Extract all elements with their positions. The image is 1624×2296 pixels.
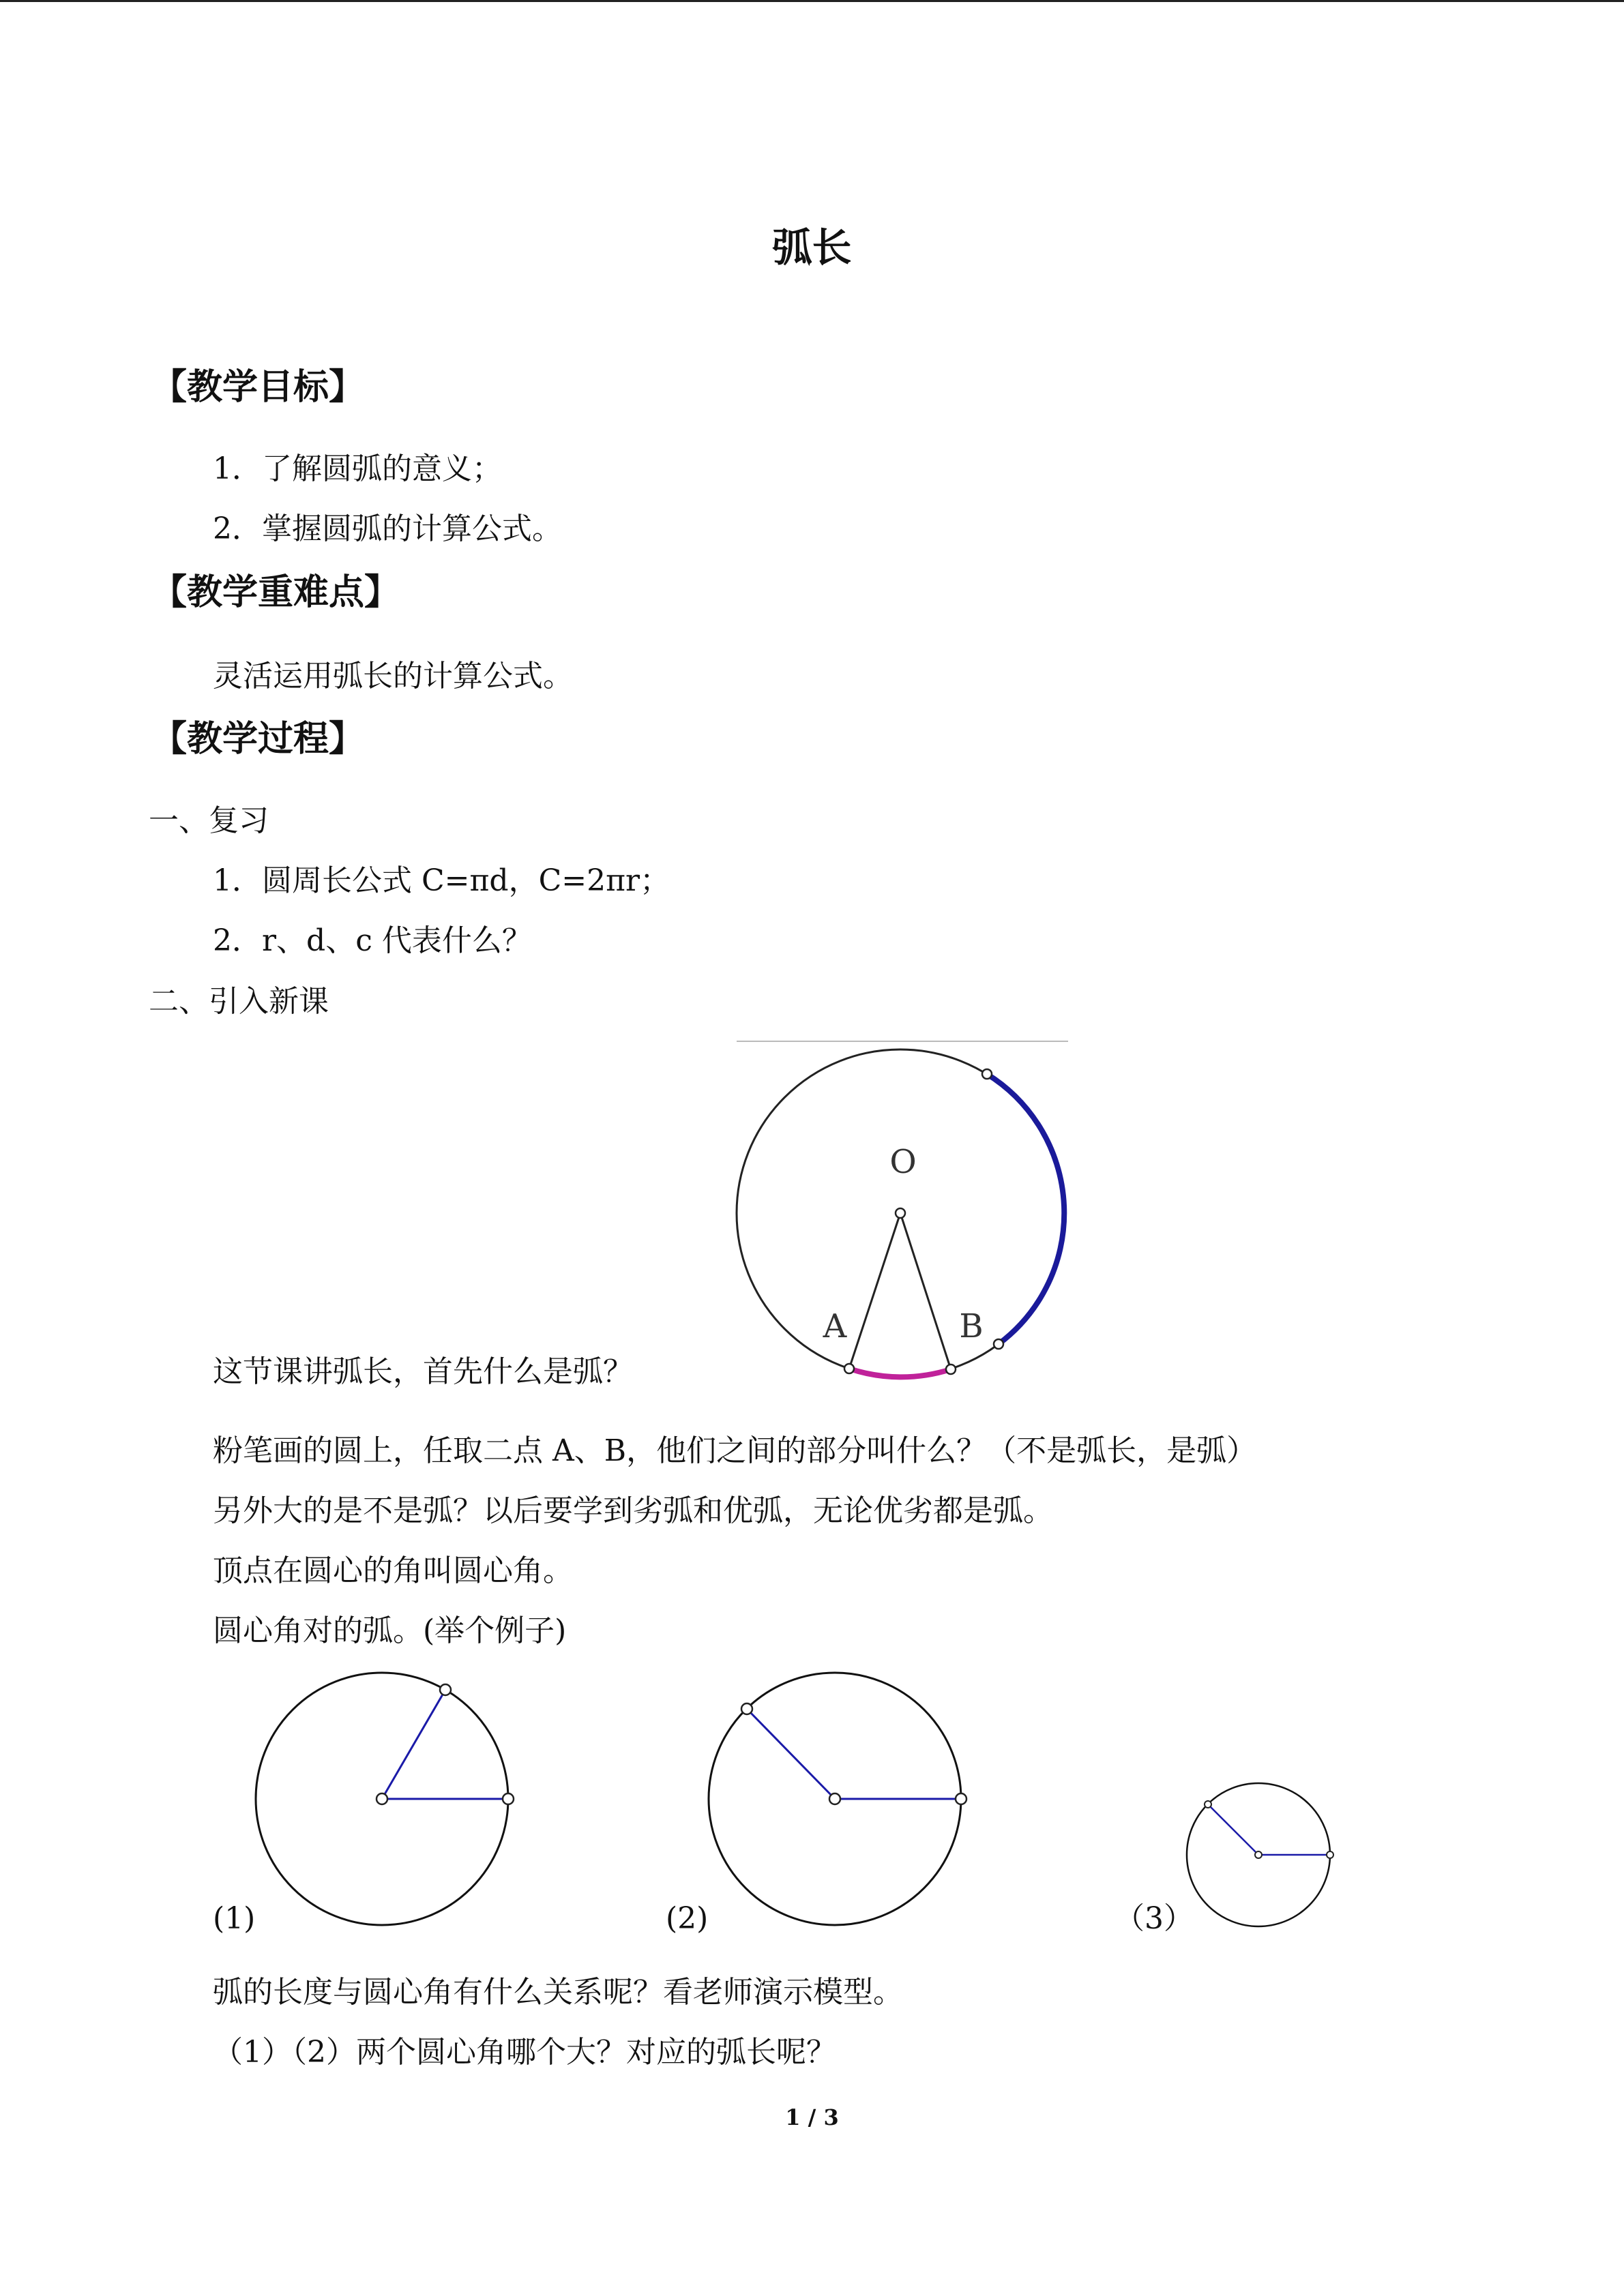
process-heading: 【教学过程】 (151, 719, 365, 760)
paragraph-3: 另外大的是不是弧？以后要学到劣弧和优弧，无论优劣都是弧。 (213, 1493, 1053, 1528)
review-item-1: 1．圆周长公式 C=πd，C=2πr； (213, 863, 670, 898)
example-3-point-a (1327, 1851, 1333, 1858)
example-label-2: (2) (666, 1901, 709, 1936)
example-1-point-b (440, 1684, 451, 1695)
example-2-point-a (956, 1793, 966, 1804)
paragraph-5: 圆心角对的弧。(举个例子) (213, 1613, 567, 1648)
point-a (844, 1364, 854, 1373)
key-points-text: 灵活运用弧长的计算公式。 (213, 659, 573, 694)
key-points-heading: 【教学重难点】 (151, 572, 400, 613)
arc-diagram (734, 1037, 1075, 1384)
example-3-point-b (1205, 1801, 1211, 1808)
arc-end-top (982, 1069, 992, 1079)
page-title: 弧长 (772, 224, 852, 271)
paragraph-1: 这节课讲弧长，首先什么是弧？ (213, 1354, 633, 1389)
example-figure-1 (246, 1663, 518, 1935)
example-2-radius-b (747, 1709, 835, 1799)
example-1-center (377, 1793, 387, 1804)
center-point (896, 1208, 905, 1218)
paragraph-6: 弧的长度与圆心角有什么关系呢？看老师演示模型。 (213, 1975, 903, 2010)
objectives-heading: 【教学目标】 (151, 367, 365, 408)
example-figure-3 (1180, 1776, 1337, 1933)
major-arc (987, 1074, 1064, 1344)
example-1-point-a (503, 1793, 514, 1804)
arc-end-bottom (994, 1339, 1003, 1349)
review-item-2: 2．r、d、c 代表什么？ (213, 923, 532, 958)
example-3-center (1255, 1851, 1262, 1858)
paragraph-4: 顶点在圆心的角叫圆心角。 (213, 1553, 573, 1588)
example-3-radius-b (1208, 1804, 1258, 1855)
objective-item-1: 1．了解圆弧的意义； (213, 451, 502, 486)
radius-oa (849, 1213, 900, 1369)
radius-ob (900, 1213, 951, 1369)
example-1-radius-b (382, 1690, 445, 1799)
example-2-point-b (741, 1703, 752, 1714)
label-a: A (823, 1307, 847, 1345)
label-o: O (889, 1143, 917, 1181)
point-b (946, 1365, 956, 1374)
paragraph-2: 粉笔画的圆上，任取二点 A、B，他们之间的部分叫什么？（不是弧长，是弧） (213, 1433, 1257, 1468)
review-title: 一、复习 (149, 803, 269, 838)
example-figure-2 (698, 1663, 971, 1935)
minor-arc (849, 1369, 951, 1377)
example-2-center (829, 1793, 840, 1804)
top-border (0, 0, 1624, 2)
example-label-1: (1) (213, 1901, 256, 1936)
paragraph-7: （1）（2）两个圆心角哪个大？对应的弧长呢？ (213, 2035, 836, 2070)
objective-item-2: 2．掌握圆弧的计算公式。 (213, 511, 562, 546)
page-number: 1 / 3 (785, 2104, 839, 2130)
label-b: B (959, 1307, 984, 1345)
new-lesson-title: 二、引入新课 (149, 984, 329, 1019)
example-label-3: （3） (1114, 1901, 1194, 1936)
